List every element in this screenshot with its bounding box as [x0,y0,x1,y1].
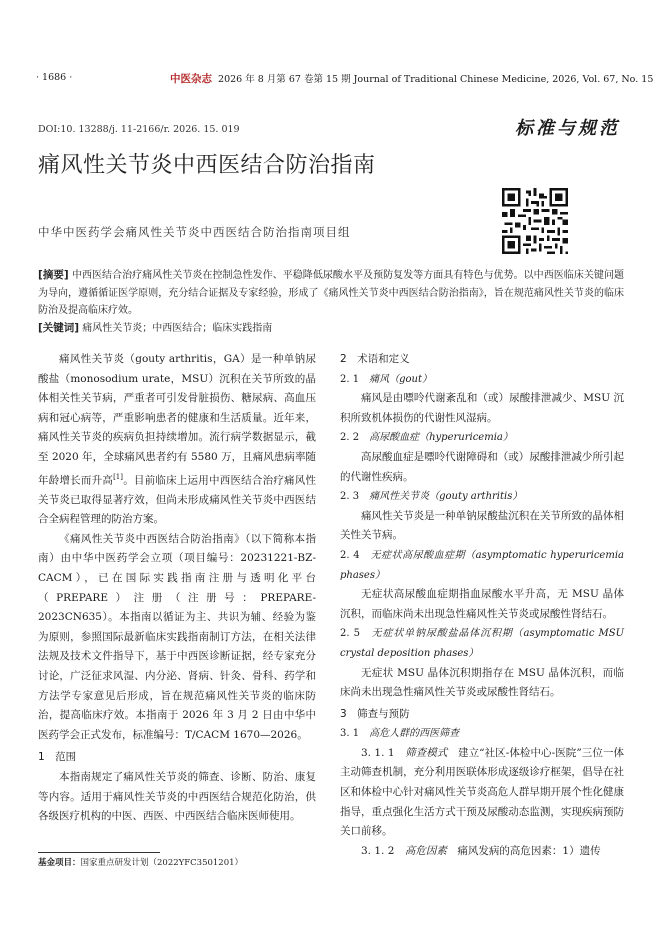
definition-paragraph: 痛风是由嘌呤代谢紊乱和（或）尿酸排泄减少、MSU 沉积所致机体损伤的代谢性风湿病。 [340,392,624,424]
keywords-text: 痛风性关节炎；中西医结合；临床实践指南 [82,323,273,334]
definition-paragraph: 无症状高尿酸血症期指血尿酸水平升高，无 MSU 晶体沉积，而临床尚未出现急性痛风性关节炎或尿酸性肾结石。 [340,588,624,620]
intro-paragraph [38,350,316,530]
scope-paragraph: 本指南规定了痛风性关节炎的筛查、诊断、防治、康复等内容。适用于痛风性关节炎的中西医结合规范化防治，供各级医疗机构的中医、西医、中西医结合临床医师使用。 [38,770,316,823]
subsection-heading: 2. 2 高尿酸血症（hyperuricemia） [340,432,513,444]
guideline-paragraph: 《痛风性关节炎中西医结合防治指南》（以下简称本指南）由中华中医药学会立项（项目编号：20231221-BZ-CACM），已在国际实践指南注册与透明化平台（PREPARE）注册（注册号：PREPARE-2023CN635）。本指南以循证为主、共识为辅、经验为鉴为原则，参照国际最新临床实践指南制订方法，在相关法律法规及技术文件指导下，基于中西医诊断证据，经专家充分讨论，广泛征求风湿、内分泌、肾病、针灸、骨科、药学和方法学专家意见后形成，旨在规范痛风性关节炎的临床防治，提高临床疗效。本指南于 2026 年 3 月 2 日由中华中医药学会正式发布，标准编号：T/CACM 1670—2026。 [38,532,316,741]
left-column [38,350,316,827]
column-tag: 标准与规范 [515,118,620,139]
section-heading-terms: 2 术语和定义 [340,353,410,365]
definition-paragraph: 无症状 MSU 晶体沉积期指存在 MSU 晶体沉积，而临床尚未出现急性痛风性关节炎或尿酸性肾结石。 [340,666,624,699]
funding-label: 基金项目： [38,858,81,868]
funding-footnote [38,856,243,868]
subsection-heading: 2. 5 无症状单钠尿酸盐晶体沉积期（asymptomatic MSU crystal deposition phases） [340,628,624,659]
abstract [38,267,624,320]
subsection-heading: 2. 4 无症状高尿酸血症期（asymptomatic hyperuricemia phases） [340,549,624,581]
section-heading-screening: 3 筛查与预防 [340,707,410,720]
article-title: 痛风性关节炎中西医结合防治指南 [38,153,376,178]
right-column [340,350,624,861]
page-number: · 1686 · [36,72,73,83]
section-heading-scope: 1 范围 [38,751,77,764]
qr-code-icon [502,188,568,254]
journal-header [170,71,653,86]
definition-paragraph: 痛风性关节炎是一种单钠尿酸盐沉积在关节所致的晶体相关性关节病。 [340,509,624,542]
subsection-heading: 3. 1 高危人群的西医筛查 [340,728,460,740]
authors: 中华中医药学会痛风性关节炎中西医结合防治指南项目组 [38,225,351,239]
funding-text: 国家重点研发计划（2022YFC3501201） [80,858,244,868]
keywords [38,320,624,337]
journal-name: 中医杂志 [170,73,212,85]
intro-text: 痛风性关节炎（gouty arthritis，GA）是一种单钠尿酸盐（monosodium urate，MSU）沉积在关节所致的晶体相关性关节病，严重者可引发骨脏损伤、糖尿病、高血压病和冠心病等，严重影响患者的健康和生活质量。近年来，痛风性关节炎的疾病负担持续增加。流行病学数据显示，截至 2020 年，全球痛风患者约有 5580 万，且痛风患病率随年龄增长而升高 [38,353,316,487]
subsection-heading: 2. 1 痛风（gout） [340,373,432,385]
definition-paragraph: 高尿酸血症是嘌呤代谢障碍和（或）尿酸排泄减少所引起的代谢性疾病。 [340,450,624,483]
keywords-label: [关键词] [38,322,80,334]
footnote-rule [38,852,160,853]
screening-paragraph: 3. 1. 1 筛查模式 建立“社区-体检中心-医院”三位一体主动筛查机制，充分利用医联体形成逐级诊疗框架，倡导在社区和体检中心针对痛风性关节炎高危人群早期开展个性化健康指导，重点强化生活方式干预及尿酸动态监测，实现疾病预防关口前移。 [340,746,625,838]
risk-paragraph: 3. 1. 2 高危因素 痛风发病的高危因素：1）遗传 [361,844,601,857]
subsection-heading: 2. 3 痛风性关节炎（gouty arthritis） [340,491,523,503]
issue-info: 2026 年 8 月第 67 卷第 15 期 Journal of Traditional Chinese Medicine, 2026, Vol. 67, No. 15 [218,74,654,85]
intro-text-end: 。目前临床上运用中西医结合治疗痛风性关节炎已取得显著疗效，但尚未形成痛风性关节炎中西医结合全病程管理的防治方案。 [38,474,316,526]
citation-ref[interactable]: [1] [113,472,123,481]
abstract-text: 中西医结合治疗痛风性关节炎在控制急性发作、平稳降低尿酸水平及预防复发等方面具有特色与优势。以中西医临床关键问题为导向，遵循循证医学原则，充分结合证据及专家经验，形成了《痛风性关节炎中西医结合防治指南》，旨在规范痛风性关节炎的临床防治及提高临床疗效。 [38,270,624,316]
abstract-label: [摘要] [38,269,69,281]
doi: DOI:10. 13288/j. 11-2166/r. 2026. 15. 019 [38,124,240,135]
